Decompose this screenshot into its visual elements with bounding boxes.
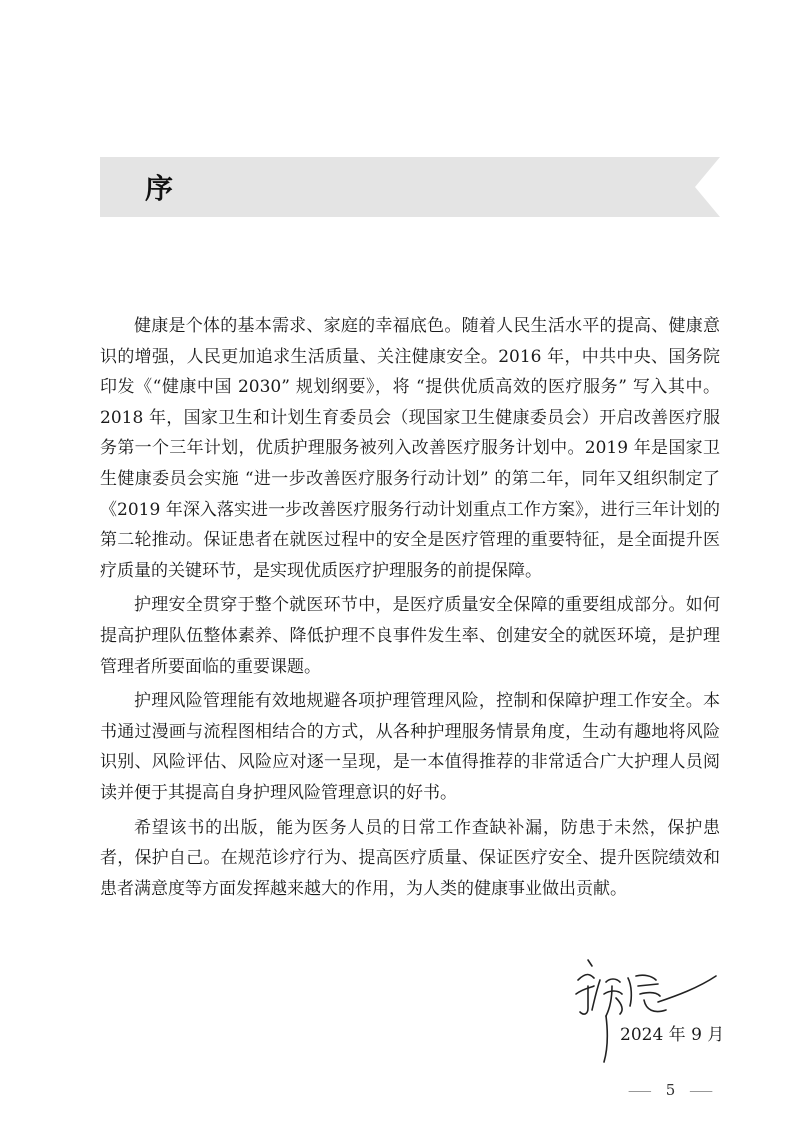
preface-body (100, 311, 720, 908)
page-footer (628, 1080, 713, 1100)
paragraph-2: 护理安全贯穿于整个就医环节中，是医疗质量安全保障的重要组成部分。如何提高护理队伍整体素养、降低护理不良事件发生率、创建安全的就医环境，是护理管理者所要面临的重要课题。 (100, 595, 720, 677)
section-banner (100, 157, 720, 217)
signature-image (566, 958, 726, 1068)
footer-left-rule: ⸺ (628, 1083, 652, 1099)
page-title: 序 (145, 172, 176, 205)
banner-ribbon-shape (100, 157, 720, 217)
author-signature (566, 958, 726, 1068)
paragraph-3: 护理风险管理能有效地规避各项护理管理风险，控制和保障护理工作安全。本书通过漫画与流程图相结合的方式，从各种护理服务情景角度，生动有趣地将风险识别、风险评估、风险应对逐一呈现，是一本值得推荐的非常适合广大护理人员阅读并便于其提高自身护理风险管理意识的好书。 (100, 691, 720, 803)
footer-right-rule: ⸺ (689, 1083, 713, 1099)
page-number: 5 (665, 1081, 676, 1099)
paragraph-1: 健康是个体的基本需求、家庭的幸福底色。随着人民生活水平的提高、健康意识的增强，人民更加追求生活质量、关注健康安全。2016 年，中共中央、国务院印发《“健康中国 2030” 规划纲要》，将 “提供优质高效的医疗服务” 写入其中。2018 年，国家卫生和计划生育委员会（现国家卫生健康委员会）开启改善医疗服务第一个三年计划，优质护理服务被列入改善医疗服务计划中。2019 年是国家卫生健康委员会实施 “进一步改善医疗服务行动计划” 的第二年，同年又组织制定了《2019 年深入落实进一步改善医疗服务行动计划重点工作方案》，进行三年计划的第二轮推动。保证患者在就医过程中的安全是医疗管理的重要特征，是全面提升医疗质量的关键环节，是实现优质医疗护理服务的前提保障。 (100, 316, 720, 581)
paragraph-4: 希望该书的出版，能为医务人员的日常工作查缺补漏，防患于未然，保护患者，保护自己。在规范诊疗行为、提高医疗质量、保证医疗安全、提升医院绩效和患者满意度等方面发挥越来越大的作用，为人类的健康事业做出贡献。 (100, 817, 720, 899)
signature-date: 2024 年 9 月 (620, 1025, 725, 1045)
